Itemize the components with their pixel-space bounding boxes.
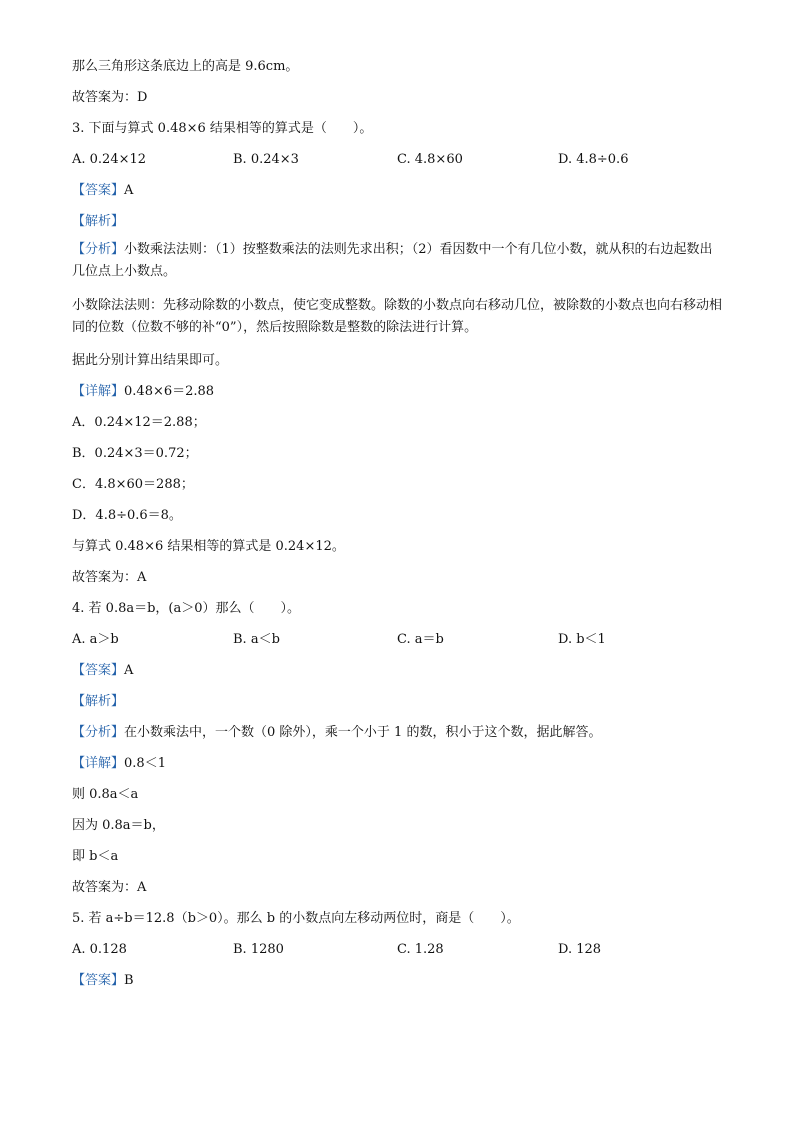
fenxi-text: 在小数乘法中，一个数（0 除外），乘一个小于 1 的数，积小于这个数，据此解答。 xyxy=(124,725,602,740)
analysis-tag: 【解析】 xyxy=(72,694,125,709)
answer-value: A xyxy=(124,663,134,678)
analysis-tag: 【解析】 xyxy=(72,214,125,229)
analysis-line xyxy=(72,724,722,742)
detail-text: 0.48×6＝2.88 xyxy=(124,384,215,399)
option-b: B. 1280 xyxy=(233,942,284,957)
question-4: 4. 若 0.8a＝b，(a＞0）那么（ ）。 xyxy=(72,601,301,616)
answer-value: A xyxy=(124,183,134,198)
option-d: D. b＜1 xyxy=(558,632,606,647)
answer-tag: 【答案】 xyxy=(72,183,125,198)
question-4-options xyxy=(72,631,722,649)
question-5-options xyxy=(72,941,722,959)
detail-tag: 【详解】 xyxy=(72,384,125,399)
option-c: C. a＝b xyxy=(397,632,444,647)
text-line: 那么三角形这条底边上的高是 9.6cm。 xyxy=(72,59,299,74)
option-b: B. a＜b xyxy=(233,632,280,647)
fenxi-tag: 【分析】 xyxy=(72,725,125,740)
analysis-tag-line xyxy=(72,693,722,711)
text-line: 据此分别计算出结果即可。 xyxy=(72,353,229,368)
option-c: C. 4.8×60 xyxy=(397,152,463,167)
answer-line xyxy=(72,182,722,200)
step-line: 则 0.8a＜a xyxy=(72,787,139,802)
final-answer-line: 故答案为：A xyxy=(72,880,147,895)
detail-line xyxy=(72,383,722,401)
detail-text: 0.8＜1 xyxy=(124,756,166,771)
conclusion-line: 与算式 0.48×6 结果相等的算式是 0.24×12。 xyxy=(72,539,345,554)
answer-tag: 【答案】 xyxy=(72,663,125,678)
fenxi-tag: 【分析】 xyxy=(72,242,125,257)
answer-tag: 【答案】 xyxy=(72,973,125,988)
option-a: A. 0.24×12 xyxy=(72,152,147,167)
option-b: B. 0.24×3 xyxy=(233,152,299,167)
option-d: D. 128 xyxy=(558,942,602,957)
answer-line xyxy=(72,972,722,990)
text-line: 故答案为：D xyxy=(72,90,148,105)
division-rule-paragraph: 小数除法法则：先移动除数的小数点，使它变成整数。除数的小数点向右移动几位，被除数的小数点也向右移动相同的位数（位数不够的补“0”），然后按照除数是整数的除法进行计算。 xyxy=(72,298,723,335)
calc-line-d: D．4.8÷0.6＝8。 xyxy=(72,508,182,523)
question-5: 5. 若 a÷b＝12.8（b＞0）。那么 b 的小数点向左移动两位时，商是（ ）。 xyxy=(72,911,520,926)
step-line: 即 b＜a xyxy=(72,849,119,864)
answer-value: B xyxy=(124,973,134,988)
question-3: 3. 下面与算式 0.48×6 结果相等的算式是（ ）。 xyxy=(72,121,373,136)
analysis-paragraph xyxy=(72,239,722,283)
analysis-tag-line xyxy=(72,213,722,231)
step-line: 因为 0.8a＝b， xyxy=(72,818,165,833)
option-d: D. 4.8÷0.6 xyxy=(558,152,629,167)
final-answer-line: 故答案为：A xyxy=(72,570,147,585)
detail-tag: 【详解】 xyxy=(72,756,125,771)
calc-line-b: B．0.24×3＝0.72； xyxy=(72,446,198,461)
document-page xyxy=(72,58,722,990)
calc-line-a: A．0.24×12＝2.88； xyxy=(72,415,206,430)
calc-line-c: C．4.8×60＝288； xyxy=(72,477,194,492)
fenxi-text: 小数乘法法则：（1）按整数乘法的法则先求出积；（2）看因数中一个有几位小数，就从积的右边起数出几位点上小数点。 xyxy=(72,242,713,279)
answer-line xyxy=(72,662,722,680)
question-3-options xyxy=(72,151,722,169)
option-a: A. a＞b xyxy=(72,632,119,647)
option-c: C. 1.28 xyxy=(397,942,444,957)
option-a: A. 0.128 xyxy=(72,942,127,957)
detail-line xyxy=(72,755,722,773)
